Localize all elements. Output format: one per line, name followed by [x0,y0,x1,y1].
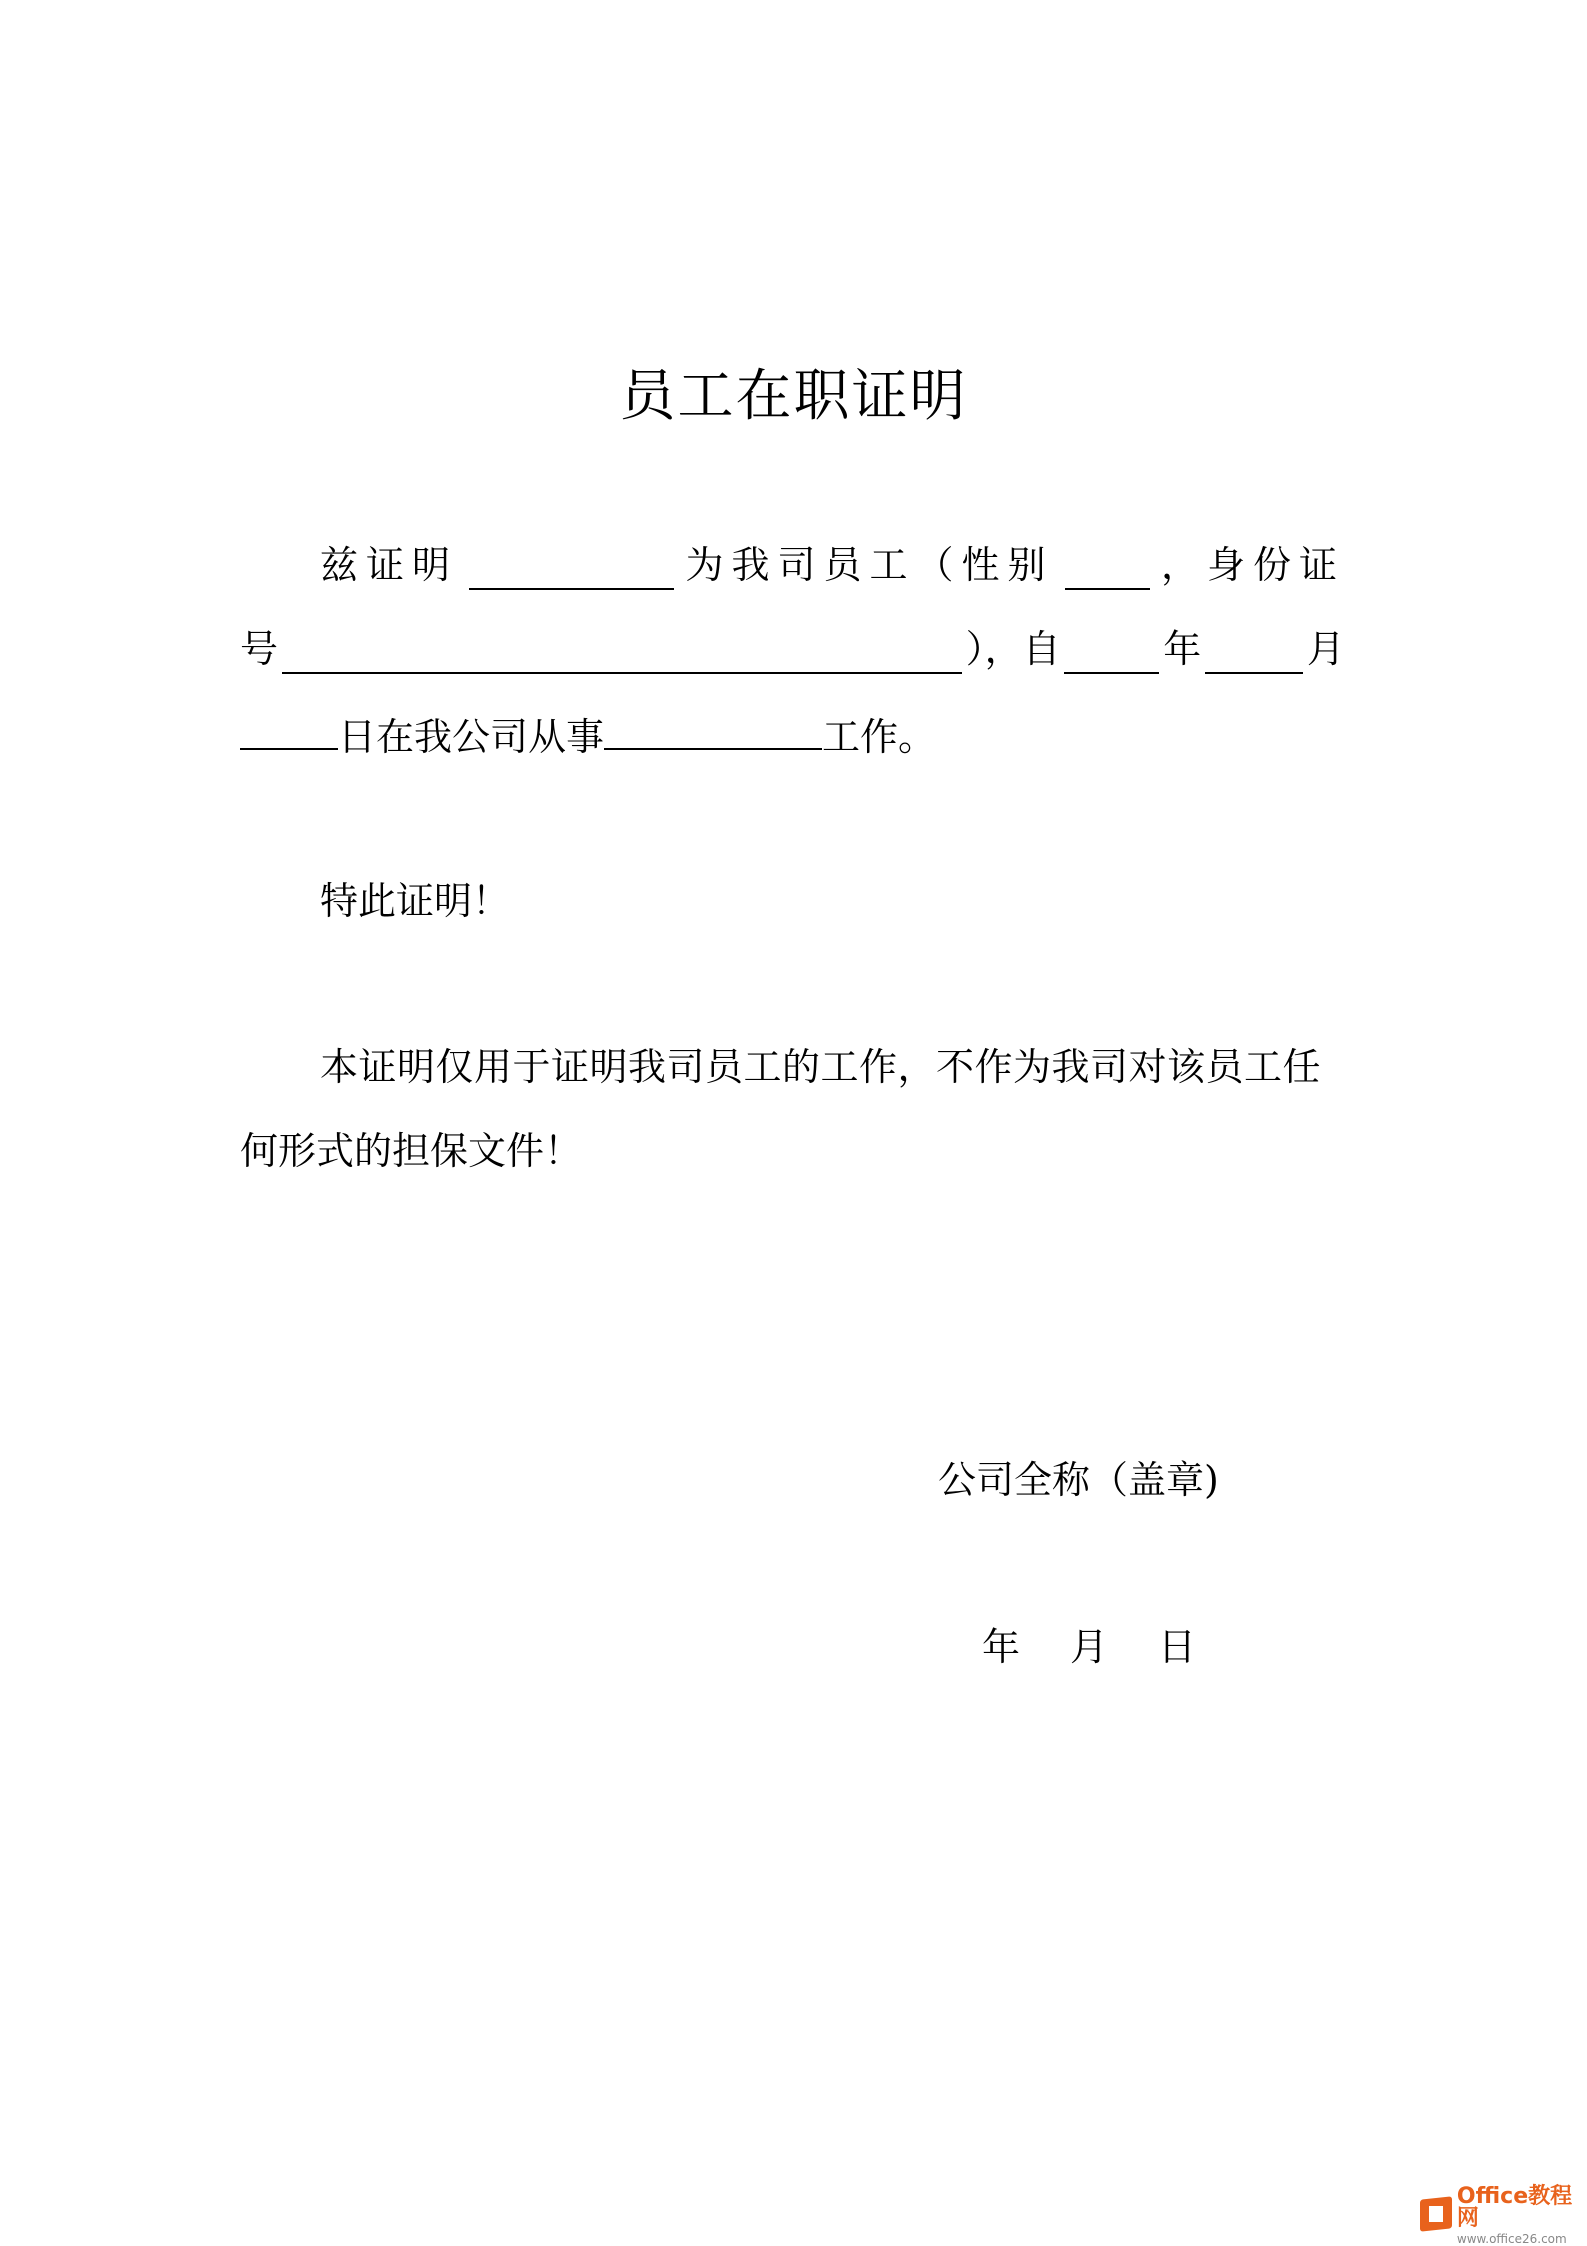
office-logo-icon [1418,2196,1453,2234]
text-work: 工作。 [822,715,937,759]
text-number: 号 [240,627,279,671]
blank-employee-name [469,548,674,590]
blank-start-year [1064,632,1159,674]
signature-date [982,1622,1196,1672]
signature-day: 日 [1158,1625,1197,1669]
document-title: 员工在职证明 [619,364,968,429]
blank-start-month [1205,632,1303,674]
text-certify: 兹证明 [320,543,459,587]
blank-start-day [240,708,338,750]
para3-line2: 何形式的担保文件！ [240,1129,583,1173]
blank-gender [1065,548,1150,590]
text-month: 月 [1306,627,1345,671]
watermark-url: www.office26.com [1456,2231,1567,2246]
blank-job-position [604,708,822,750]
para3-line1: 本证明仅用于证明我司员工的工作，不作为我司对该员工任 [320,1045,1322,1089]
signature-company: 公司全称（盖章) [938,1458,1219,1502]
watermark-main-text: Office教程网 [1456,2183,1573,2231]
para1-line1 [320,540,1345,590]
watermark [1418,2183,1583,2246]
text-since: ），自 [965,627,1061,671]
para1-line2 [240,624,1345,674]
text-id-card: ，身份证 [1160,543,1345,587]
signature-year: 年 [982,1625,1021,1669]
text-employee-gender: 为我司员工（性别 [685,543,1054,587]
signature-month: 月 [1070,1625,1109,1669]
para1-line3 [240,708,936,762]
text-day-engaged: 日在我公司从事 [338,715,605,759]
para2-text: 特此证明！ [320,879,511,923]
text-year: 年 [1163,627,1202,671]
blank-id-number [282,632,962,674]
